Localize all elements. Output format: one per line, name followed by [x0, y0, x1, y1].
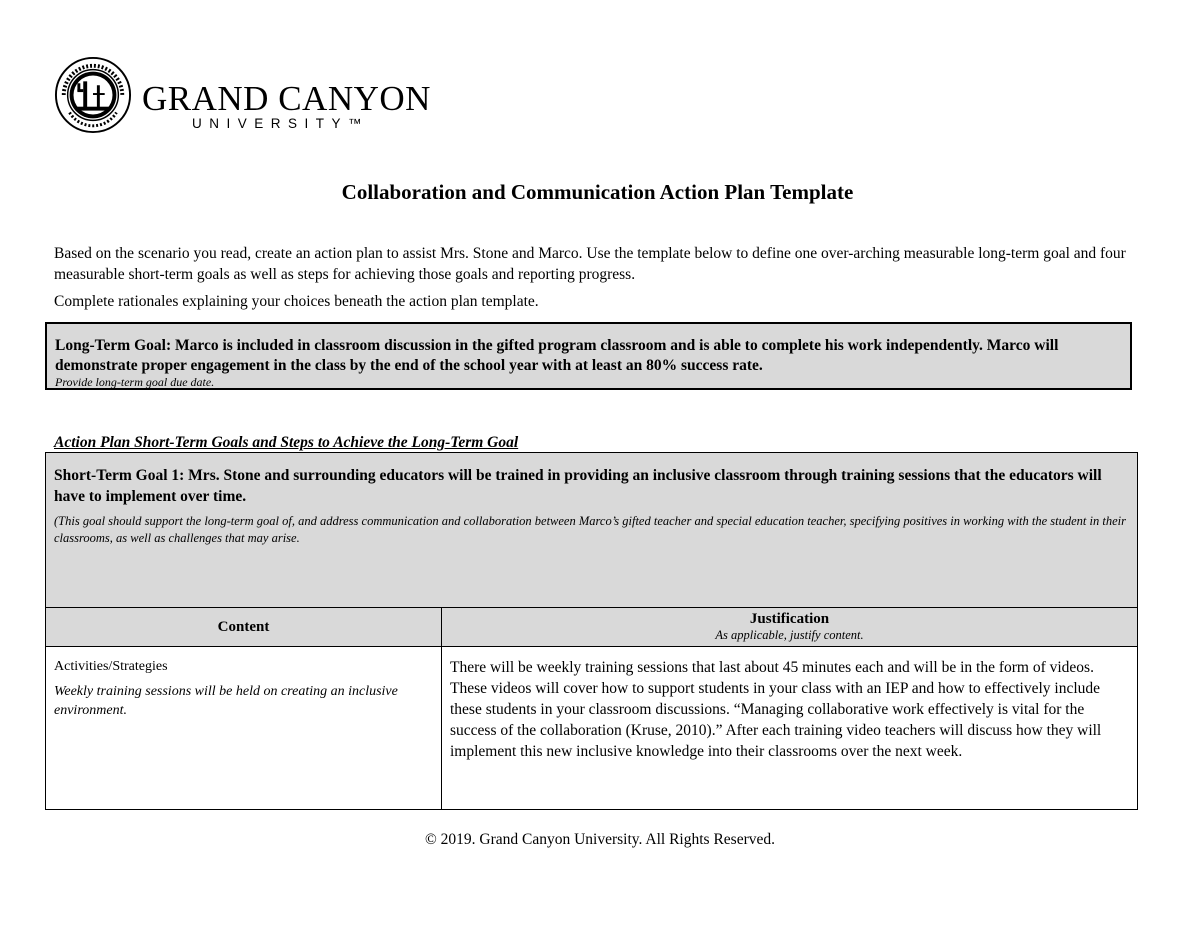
- table-row: [46, 647, 1138, 810]
- column-header-justification: [442, 608, 1138, 647]
- activities-strategies-cell: [46, 647, 442, 810]
- long-term-goal-note: Provide long-term goal due date.: [55, 375, 215, 389]
- logo-name: GRAND CANYON: [142, 79, 431, 118]
- activities-strategies-text: Weekly training sessions will be held on creating an inclusive environment.: [54, 684, 398, 718]
- short-term-goal-table: [45, 452, 1138, 810]
- long-term-goal-text: Long-Term Goal: Marco is included in classroom discussion in the gifted program classroom and is able to complete his work independently. Marco will demonstrate proper engagement in the class by the end of the school year with at least an 80% success rate.: [55, 337, 1059, 374]
- university-seal-icon: [54, 56, 132, 134]
- action-plan-heading: Action Plan Short-Term Goals and Steps to Achieve the Long-Term Goal: [54, 434, 519, 451]
- university-logo: [54, 56, 431, 136]
- copyright-footer: © 2019. Grand Canyon University. All Rights Reserved.: [424, 831, 775, 848]
- column-header-content: [46, 608, 442, 647]
- column-header-justification-sub: As applicable, justify content.: [715, 628, 864, 642]
- activities-strategies-label: Activities/Strategies: [54, 659, 168, 674]
- column-header-justification-label: Justification: [749, 611, 830, 627]
- intro-paragraph-1: Based on the scenario you read, create an action plan to assist Mrs. Stone and Marco. Use the template below to define one over-arching measurable long-term goal and four measurable short-term goals as well as steps for achieving those goals and reporting progress.: [54, 245, 1126, 283]
- document-title: Collaboration and Communication Action Plan Template: [341, 180, 854, 204]
- short-term-goal-1-note: (This goal should support the long-term goal of, and address communication and collaboration between Marco’s gifted teacher and special education teacher, specifying positives in working with the student in their classrooms, as well as challenges that may arise.: [54, 514, 1126, 545]
- intro: [54, 243, 1154, 318]
- justification-text: There will be weekly training sessions that last about 45 minutes each and will be in the form of videos. These videos will cover how to support students in your class with an IEP and how to effectively include these students in your classroom discussions. “Managing collaborative work effectively is vital for the success of the collaboration (Kruse, 2010).” After each training video teachers will discuss how they will implement this new inclusive knowledge into their classrooms over the next week.: [450, 659, 1102, 760]
- long-term-goal-box: [45, 322, 1132, 390]
- column-header-content-label: Content: [217, 618, 270, 635]
- short-term-goal-1-cell: [46, 453, 1138, 608]
- justification-cell: [442, 647, 1138, 810]
- logo-subname: UNIVERSITY™: [192, 116, 370, 131]
- short-term-goal-1-text: Short-Term Goal 1: Mrs. Stone and surrounding educators will be trained in providing an inclusive classroom through training sessions that the educators will have to implement over time.: [54, 467, 1102, 505]
- intro-paragraph-2: Complete rationales explaining your choices beneath the action plan template.: [54, 293, 539, 310]
